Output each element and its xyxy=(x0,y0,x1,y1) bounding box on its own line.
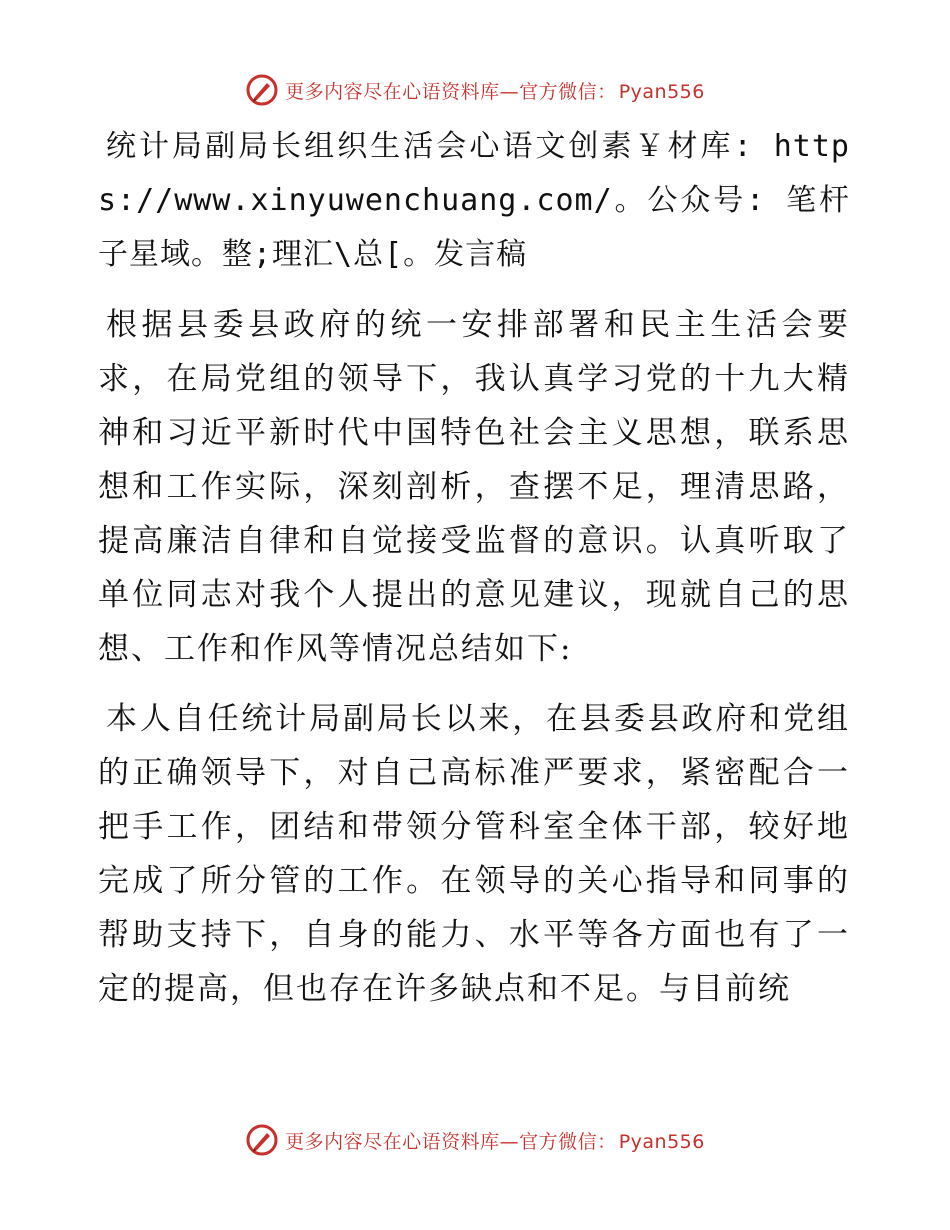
document-paragraph: 根据县委县政府的统一安排部署和民主生活会要求，在局党组的领导下，我认真学习党的十九大精神和习近平新时代中国特色社会主义思想，联系思想和工作实际，深刻剖析，查摆不足，理清思路，提高廉洁自律和自觉接受监督的意识。认真听取了单位同志对我个人提出的意见建议，现就自己的思想、工作和作风等情况总结如下: xyxy=(98,307,850,667)
document-paragraph: 本人自任统计局副局长以来，在县委县政府和党组的正确领导下，对自己高标准严要求，紧密配合一把手工作，团结和带领分管科室全体干部，较好地完成了所分管的工作。在领导的关心指导和同事的帮助支持下，自身的能力、水平等各方面也有了一定的提高，但也存在许多缺点和不足。与目前统 xyxy=(98,701,850,1007)
footer-watermark-banner xyxy=(0,1120,950,1160)
banner-wechat-id: Pyan556 xyxy=(618,80,705,103)
header-watermark-banner xyxy=(0,70,950,110)
banner-text xyxy=(285,77,705,104)
document-title-paragraph: 统计局副局长组织生活会心语文创素￥材库: https://www.xinyuwenchuang.com/。公众号: 笔杆子星域。整;理汇\总[。发言稿 xyxy=(98,129,850,272)
banner-separator: — xyxy=(499,80,520,103)
banner-separator: — xyxy=(499,1130,520,1153)
pen-logo-icon xyxy=(245,1123,279,1157)
banner-label: 官方微信： xyxy=(519,1130,617,1153)
pen-logo-icon xyxy=(245,73,279,107)
document-body xyxy=(98,120,850,1080)
banner-label: 官方微信： xyxy=(519,80,617,103)
banner-text xyxy=(285,1127,705,1154)
banner-title: 更多内容尽在心语资料库 xyxy=(285,1130,500,1153)
banner-wechat-id: Pyan556 xyxy=(618,1130,705,1153)
banner-title: 更多内容尽在心语资料库 xyxy=(285,80,500,103)
